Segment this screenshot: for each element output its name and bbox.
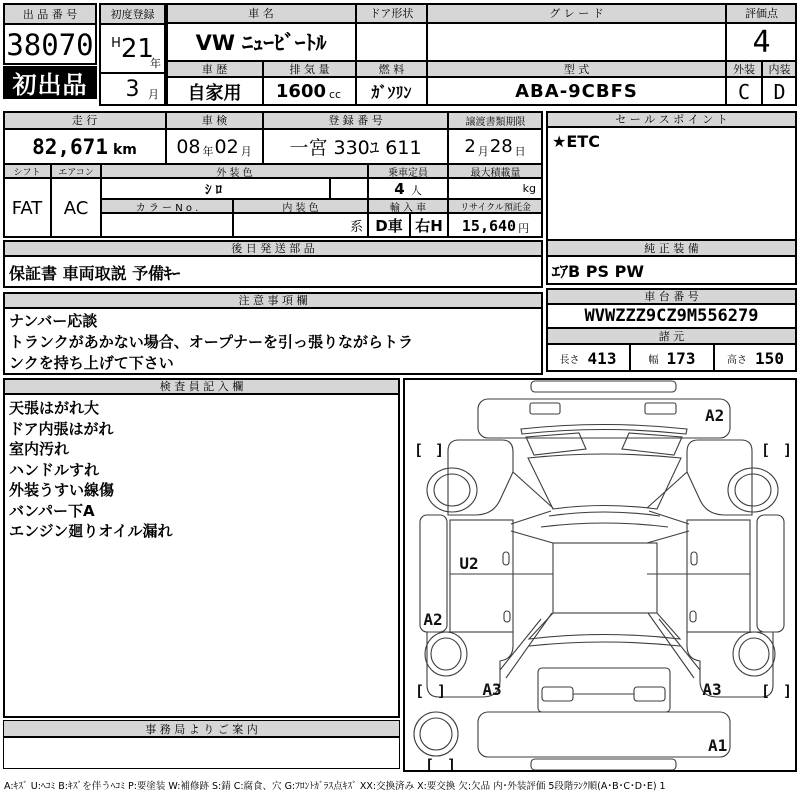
hinge-left-front [503,552,509,565]
damage-mark-rear-left: A3 [482,680,502,699]
caution-line: ンクを持ち上げて下さい [9,354,174,372]
auction-no-header: 出 品 番 号 [3,3,97,24]
registration-no-value: 一宮 330ﾕ 611 [263,129,448,164]
exterior-color-header: 外 装 色 [101,164,368,178]
rear-bumper-panel [478,712,730,757]
height-label: 高さ [727,354,748,366]
caution-line: ナンバー応談 [9,312,98,330]
grade-header: グ レ ー ド [427,3,726,23]
caution-line: トランクがあかない場合、オープナーを引っ張りながらトラ [9,333,413,351]
door-shape-header: ドア形状 [356,3,427,23]
recycle-deposit-header: リサイクル預託金 [448,199,543,213]
length-value: 413 [587,348,617,368]
mileage-header: 走 行 [3,111,166,129]
car-name-value: VW ﾆｭｰﾋﾞｰﾄﾙ [166,23,356,61]
model-code-value: ABA-9CBFS [427,77,726,106]
rear-left-wheel-inner [431,638,461,670]
recycle-unit: 円 [518,221,530,235]
handle-position-value: 右H [410,213,448,238]
bracket-icon: [ [414,441,424,459]
import-type-value: D車 [368,213,410,238]
mileage-number: 82,671 [32,134,108,159]
inspector-note: 室内汚れ [9,440,70,458]
car-damage-diagram [403,378,797,772]
door-shape-value [356,23,427,61]
first-registration-header: 初度登録 [99,3,166,24]
shaken-header: 車 検 [166,111,263,129]
interior-color-header: 内 装 色 [233,199,368,213]
shift-value: FAT [3,178,51,238]
caution-header: 注 意 事 項 欄 [3,292,543,308]
wiper-right [622,433,682,455]
height-value: 150 [755,348,784,368]
bracket-icon: ] [783,441,793,459]
max-load-value: kg [448,178,543,199]
specs-header: 諸 元 [546,328,797,344]
damage-mark-rear-right: A3 [702,680,722,699]
bracket-icon: ] [435,441,445,459]
a-pillar-right [647,472,687,508]
later-parts-value: 保証書 車両取説 予備ｷｰ [3,256,543,288]
interior-color-value: 系 [233,213,368,238]
displacement-unit: cc [329,88,342,101]
office-notice-header: 事 務 局 よ り ご 案 内 [3,720,400,737]
color-no-value [101,213,233,238]
spec-width [630,344,714,372]
capacity-unit: 人 [410,184,422,197]
rocker-panel-right [757,515,784,632]
windshield [528,454,681,509]
damage-code-legend: A:ｷｽﾞ U:ﾍｺﾐ B:ｷｽﾞを伴うﾍｺﾐ P:要塗装 W:補修跡 S:錆 C:腐食、穴 G:ﾌﾛﾝﾄｶﾞﾗｽ点ｷｽﾞ XX:交換済み X:要交換 欠:欠品 内･外装評価 5段階ﾗﾝｸ順(A･B･C･D･E) 1 [4,781,666,792]
dash-line-2 [541,523,668,527]
bracket-icon: [ [415,682,425,700]
color-no-header: カ ラ ー N o . [101,199,233,213]
shaken-month-unit: 月 [240,144,252,158]
rear-deck-line [529,642,680,646]
later-parts-header: 後 日 発 送 部 品 [3,240,543,256]
mileage-value [3,129,166,164]
trunk-panel [538,668,670,712]
transfer-deadline-header: 譲渡書類期限 [448,111,543,129]
recycle-number: 15,640 [461,216,517,235]
exterior-color-value: ｼﾛ [101,178,330,199]
car-name-header: 車 名 [166,3,356,23]
width-value: 173 [666,348,696,368]
fuel-value: ｶﾞｿﾘﾝ [356,77,427,106]
sales-point-header: セ ー ル ス ポ イ ン ト [546,111,797,127]
chassis-no-value: WVWZZZ9CZ9M556279 [546,304,797,328]
shaken-year: 08 [176,135,201,158]
month-unit: 月 [148,88,159,101]
shaken-value [166,129,263,164]
displacement-value [263,77,356,106]
trunk-detail-right [634,687,665,701]
cabin-floor [553,543,657,613]
inspector-notes-header: 検 査 員 記 入 欄 [3,378,400,394]
transfer-month: 2 [464,136,476,157]
history-value: 自家用 [166,77,263,106]
registration-no-header: 登 録 番 号 [263,111,448,129]
displacement-header: 排 気 量 [263,61,356,77]
interior-grade-value: D [762,77,797,106]
inspector-note: エンジン廻りオイル漏れ [9,522,173,540]
year-unit: 年 [150,57,161,70]
chassis-no-header: 車 台 番 号 [546,288,797,304]
spec-length [546,344,630,372]
oem-equipment-value: ｴｱB PS PW [546,256,797,285]
displacement-number: 1600 [275,81,326,102]
cowl-panel [521,425,687,435]
front-edge-strip [531,381,676,392]
transfer-deadline-value [448,129,543,164]
first-registration-month [99,73,166,106]
aircon-value: AC [51,178,101,238]
interior-grade-header: 内装 [762,61,797,77]
trunk-detail-left [542,687,573,701]
oem-equipment-header: 純 正 装 備 [546,240,797,256]
damage-mark-rocker: A2 [423,610,443,629]
transfer-day: 28 [489,136,513,157]
inspector-note: ハンドルすれ [9,460,100,479]
front-fender-left [448,440,513,515]
bracket-icon: [ [425,756,435,772]
first-registration-year [99,24,166,73]
aircon-header: エアコン [51,164,101,178]
front-left-wheel-inner [434,474,470,506]
bracket-icon: [ [761,682,771,700]
grade-value [427,23,726,61]
damage-mark-front-bumper: A2 [705,406,725,425]
front-right-wheel-inner [735,474,771,506]
recycle-deposit-value [448,213,543,238]
max-load-header: 最大積載量 [448,164,543,178]
inspector-note: 外装うすい線傷 [9,481,115,499]
exterior-grade-header: 外装 [726,61,762,77]
damage-mark-front-door: U2 [459,554,479,573]
first-listing-badge: 初出品 [3,66,97,99]
a-pillar-left [513,472,553,508]
hinge-left-rear [504,611,510,622]
exterior-grade-value: C [726,77,762,106]
model-code-header: 型 式 [427,61,726,77]
history-header: 車 歴 [166,61,263,77]
front-bumper-detail-left [530,403,560,414]
bracket-icon: ] [437,682,447,700]
dash-line-1 [549,512,660,516]
rear-right-wheel-inner [739,638,769,670]
spare-tire-inner [420,718,452,750]
inspector-note: 天張はがれ大 [9,399,100,417]
spare-tire [414,712,458,756]
fuel-header: 燃 料 [356,61,427,77]
hinge-right-rear [690,611,696,622]
era-letter: H [111,36,121,51]
shaken-month: 02 [214,135,239,158]
hinge-right-front [691,552,697,565]
inspector-note: バンパー下A [9,501,95,520]
body-join-left [511,511,553,543]
reg-month: 3 [125,77,140,102]
width-label: 幅 [648,354,659,366]
capacity-number: 4 [394,179,405,198]
capacity-header: 乗車定員 [368,164,448,178]
rear-edge-strip [531,759,676,770]
shaken-year-unit: 年 [202,144,214,158]
shift-header: シフト [3,164,51,178]
damage-mark-rear-bumper: A1 [708,736,728,755]
front-bumper-detail-right [645,403,676,414]
auction-no-value: 38070 [3,24,97,65]
transfer-day-unit: 日 [514,144,526,158]
wiper-left [526,433,586,455]
exterior-color-sub-cell [330,178,368,199]
bracket-icon: [ [761,441,771,459]
inspector-note: ドア内張はがれ [9,419,114,438]
reg-year: 21 [120,33,154,64]
mileage-unit: km [112,141,137,158]
transfer-month-unit: 月 [477,144,489,158]
length-label: 長さ [559,354,580,366]
front-bumper-panel [478,399,730,438]
bracket-icon: ] [447,756,457,772]
score-header: 評価点 [726,3,797,23]
import-header: 輸 入 車 [368,199,448,213]
capacity-value [368,178,448,199]
office-notice-body [3,737,400,769]
bracket-icon: ] [783,682,793,700]
sales-point-value: ★ETC [546,127,797,240]
score-value: 4 [726,23,797,61]
spec-height [714,344,797,372]
